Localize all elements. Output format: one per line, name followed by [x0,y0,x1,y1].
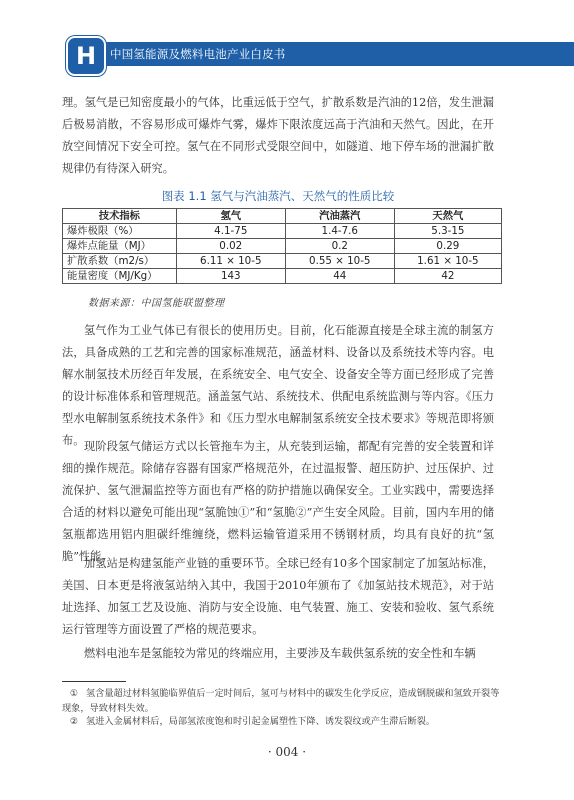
table-cell: 44 [285,269,394,284]
footnote-mark: ① [69,688,79,699]
logo-h-icon [66,36,106,76]
header-cell: 氢气 [176,209,285,224]
table-cell: 爆炸点能量（MJ） [63,239,177,254]
header-cell: 汽油蒸汽 [285,209,394,224]
table-cell: 5.3-15 [394,224,501,239]
footnote-text: 氢含量超过材料氢脆临界值后一定时间后，氢可与材料中的碳发生化学反应，造成钢脱碳和氢致开裂等现象，导致材料失效。 [62,688,500,714]
paragraph-4: 加氢站是构建氢能产业链的重要环节。全球已经有10多个国家制定了加氢站标准，美国、日本更是将液氢站纳入其中，我国于2010年颁布了《加氢站技术规范》，对于站址选择、加氢工艺及设施、消防与安全设施、电气装置、施工、安装和验收、氢气系统运行管理等方面设置了严格的规范要求。 [62,557,494,636]
footnote-1 [62,686,502,716]
footnote-text: 氢进入金属材料后，局部氢浓度饱和时引起金属塑性下降、诱发裂纹或产生滞后断裂。 [86,716,436,727]
table-cell: 1.61 × 10-5 [394,254,501,269]
book-title: 中国氢能源及燃料电池产业白皮书 [110,47,286,61]
table-cell: 143 [176,269,285,284]
data-source-note: 数据来源：中国氢能联盟整理 [88,298,225,309]
paragraph-5: 燃料电池车是氢能较为常见的终端应用，主要涉及车载供氢系统的安全性和车辆 [84,647,476,660]
table-cell: 扩散系数（m2/s） [63,254,177,269]
logo-letter: H [75,42,97,70]
table-cell: 0.29 [394,239,501,254]
paragraph-1: 理。氢气是已知密度最小的气体，比重远低于空气，扩散系数是汽油的12倍，发生泄漏后极易消散，不容易形成可爆炸气雾，爆炸下限浓度远高于汽油和天然气。因此，在开放空间情况下安全可控。氢气在不同形式受限空间中，如隧道、地下停车场的泄漏扩散规律仍有待深入研究。 [62,96,494,175]
table-cell: 4.1-75 [176,224,285,239]
table-row [63,254,502,269]
table-row [63,239,502,254]
paragraph-2: 氢气作为工业气体已有很长的使用历史。目前，化石能源直接是全球主流的制氢方法，具备成熟的工艺和完善的国家标准规范，涵盖材料、设备以及系统技术等内容。电解水制氢技术历经百年发展，在系统安全、电气安全、设备安全等方面已经形成了完善的设计标准体系和管理规范。涵盖氢气站、系统技术、供配电系统监测与等内容。《压力型水电解制氢系统技术条件》和《压力型水电解制氢系统安全技术要求》等规范即将颁布。 [62,324,494,447]
table-cell: 42 [394,269,501,284]
table-caption: 图表 1.1 氢气与汽油蒸汽、天然气的性质比较 [161,189,395,203]
table-cell: 爆炸极限（%） [63,224,177,239]
properties-table [62,208,502,284]
table-cell: 6.11 × 10-5 [176,254,285,269]
table-row [63,224,502,239]
footnote-divider [62,681,126,682]
footnote-mark: ② [69,716,79,727]
table-cell: 1.4-7.6 [285,224,394,239]
page-header [0,36,574,76]
table-cell: 能量密度（MJ/Kg） [63,269,177,284]
header-bar [96,42,574,66]
paragraph-3: 现阶段氢气储运方式以长管拖车为主，从充装到运输，都配有完善的安全装置和详细的操作规范。除储存容器有国家严格规范外，在过温报警、超压防护、过压保护、过流保护、氢气泄漏监控等方面也有严格的防护措施以确保安全。工业实践中，需要选择合适的材料以避免可能出现“氢脆蚀①”和“氢脆②”产生安全风险。目前，国内车用的储氢瓶都选用铝内胆碳纤维缠绕，燃料运输管道采用不锈钢材质，均具有良好的抗“氢脆”性能。 [62,440,494,563]
table-header-row [63,209,502,224]
page-number: · 004 · [267,745,307,759]
footnote-2 [62,714,502,729]
header-cell: 技术指标 [63,209,177,224]
table-cell: 0.2 [285,239,394,254]
header-cell: 天然气 [394,209,501,224]
table-cell: 0.02 [176,239,285,254]
table-cell: 0.55 × 10-5 [285,254,394,269]
table-row [63,269,502,284]
